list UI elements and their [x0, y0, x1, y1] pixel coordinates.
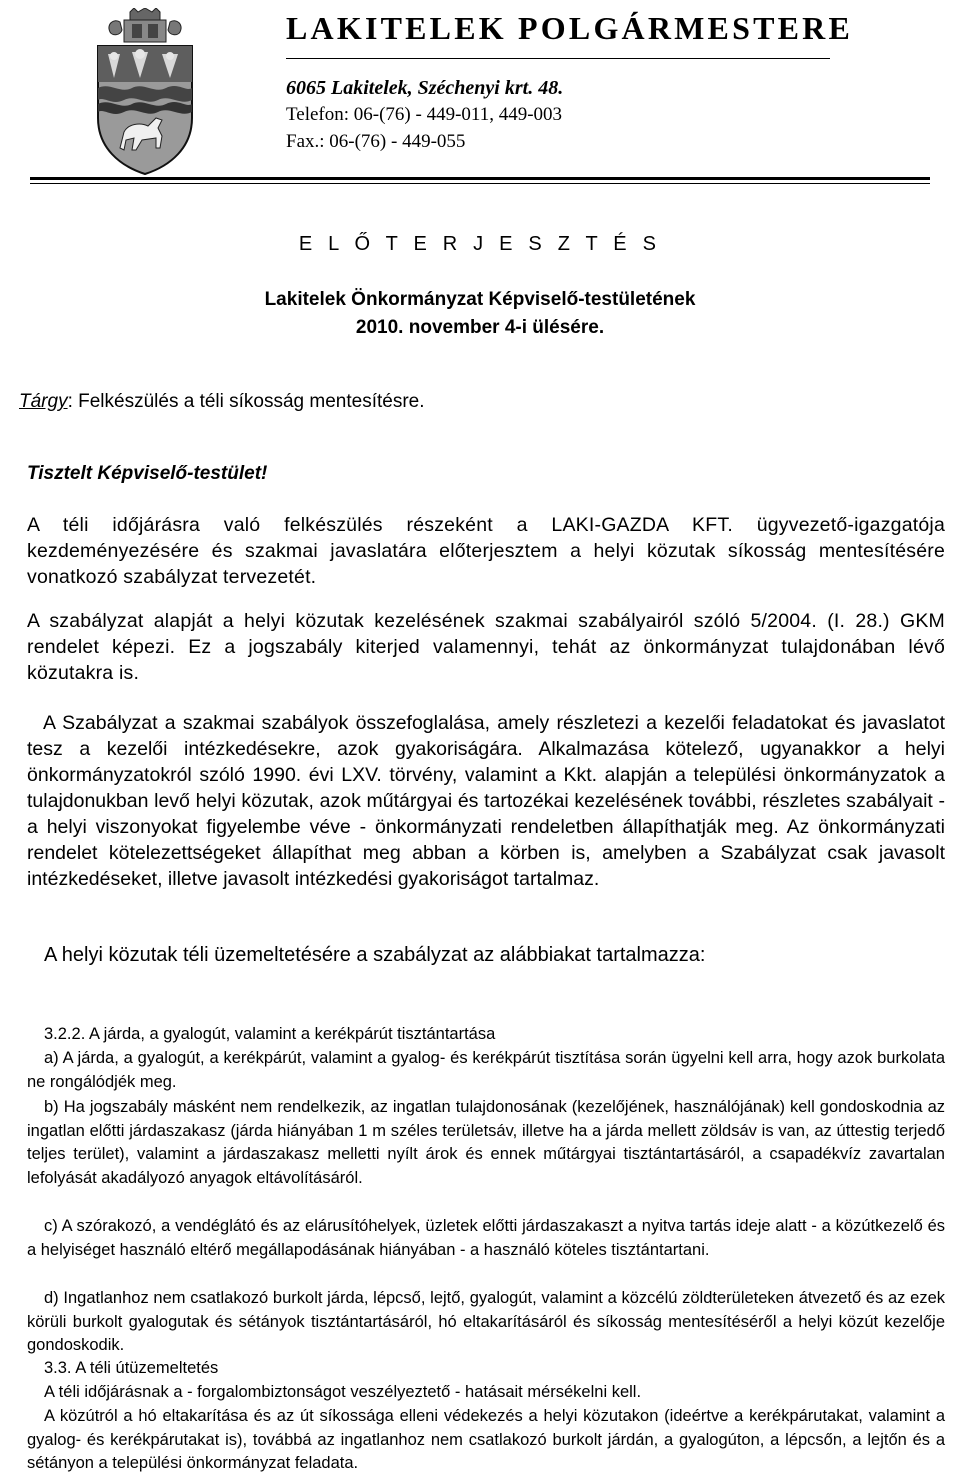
page-title: LAKITELEK POLGÁRMESTERE: [286, 10, 854, 46]
document-type: E L Ő T E R J E S Z T É S: [298, 233, 662, 255]
section-33-line: A téli időjárásnak a - forgalombiztonságot veszélyeztető - hatásait mérsékelni kell.: [44, 1383, 642, 1401]
paragraph-4: A helyi közutak téli üzemeltetésére a szabályzat az alábbiakat tartalmazza:: [44, 944, 706, 966]
section-heading-33: 3.3. A téli útüzemeltetés: [44, 1359, 219, 1377]
header-divider-thin: [30, 183, 930, 184]
fax-line: Fax.: 06-(76) - 449-055: [286, 131, 466, 152]
subject-label: Tárgy: [19, 391, 68, 412]
paragraph-3: A Szabályzat a szakmai szabályok összefoglalása, amely részletezi a kezelői feladatokat és javaslatot tesz a kezelői intézkedésekre, azok gyakoriságára. Alkalmazása kötelező, ugyanakkor a helyi önkormányzatokról szóló 1990. évi LXV. törvény, valamint a Kkt. alapján a települési önkormányzatok a tulajdonukban levő helyi közutak, azok műtárgyai és tartozékai kezelésének további, részletes szabályait - a helyi viszonyokat figyelembe véve - önkormányzati rendeletben állapíthatják meg. Az önkormányzati rendelet kötelezettségeket állapíthat meg abban a körben is, amelyben a Szabályzat csak javasolt intézkedéseket, illetve javasolt intézkedési gyakoriságot tartalmaz.: [27, 712, 945, 890]
phone-line: Telefon: 06-(76) - 449-011, 449-003: [286, 104, 563, 125]
salutation: Tisztelt Képviselő-testület!: [27, 463, 268, 484]
regulation-item-b: b) Ha jogszabály másként nem rendelkezik, az ingatlan tulajdonosának (kezelőjének, használójának) kell gondoskodnia az ingatlan előtti járdaszakasz (járda hiányában 1 m széles területsáv, illetve ha a járda mellett zöldsáv is van, az úttestig terjedő teljes terület), valamint a járdaszakasz melletti nyílt árok és ennek műtárgyai tisztántartásáról, a csapadékvíz zavartalan lefolyását akadályozó anyagok eltávolításáról.: [27, 1098, 945, 1187]
regulation-item-c: c) A szórakozó, a vendéglátó és az elárusítóhelyek, üzletek előtti járdaszakaszt a nyitva tartás ideje alatt - a közútkezelő és a helyiséget használó eltérő megállapodásának hiányában - a használó köteles tisztántartani.: [27, 1217, 945, 1259]
subtitle-line-2: 2010. november 4-i ülésére.: [355, 317, 605, 338]
regulation-item-a: a) A járda, a gyalogút, a kerékpárút, valamint a gyalog- és kerékpárút tisztítása során ügyelni kell arra, hogy azok burkolata ne rongálódjék meg.: [27, 1049, 945, 1091]
subject-text: : Felkészülés a téli síkosság mentesítésre.: [67, 391, 425, 412]
coat-of-arms-icon: [90, 8, 200, 176]
subject-line: [19, 391, 425, 413]
title-divider: [286, 58, 830, 59]
header-divider: [30, 177, 930, 180]
paragraph-1: A téli időjárásra való felkészülés részeként a LAKI-GAZDA KFT. ügyvezető-igazgatója kezdeményezésére és szakmai javaslatára előterjesztem a helyi közutak síkosság mentesítésére vonatkozó szabályzat tervezetét.: [27, 514, 945, 588]
regulation-item-d: d) Ingatlanhoz nem csatlakozó burkolt járda, lépcső, lejtő, gyalogút, valamint a közcélú zöldterületeken átvezető és az ezek körüli burkolt gyalogutak és sétányok tisztántartásáról, hó eltakarításáról és síkosság mentesítéséről a helyi közút kezelője gondoskodik.: [27, 1289, 945, 1354]
subtitle-line-1: Lakitelek Önkormányzat Képviselő-testületének: [264, 289, 696, 310]
paragraph-2: A szabályzat alapját a helyi közutak kezelésének szakmai szabályairól szóló 5/2004. (I. 28.) GKM rendelet képezi. Ez a jogszabály kiterjed valamennyi, tehát az önkormányzat tulajdonában lévő közutakra is.: [27, 610, 945, 684]
section-heading-322: 3.2.2. A járda, a gyalogút, valamint a kerékpárút tisztántartása: [44, 1025, 496, 1043]
address-line: 6065 Lakitelek, Széchenyi krt. 48.: [286, 77, 564, 99]
document-subtitle: [0, 286, 960, 342]
regulation-item-e: A közútról a hó eltakarítása és az út síkossága elleni védekezés a helyi közutakon (ideértve a kerékpárutakat, valamint a gyalog- és kerékpárutakat is), továbbá az ingatlanhoz nem csatlakozó burkolt járdán, a gyalogúton, a lépcsőn, a lejtőn és a sétányon a települési önkormányzat feladata.: [27, 1407, 945, 1472]
